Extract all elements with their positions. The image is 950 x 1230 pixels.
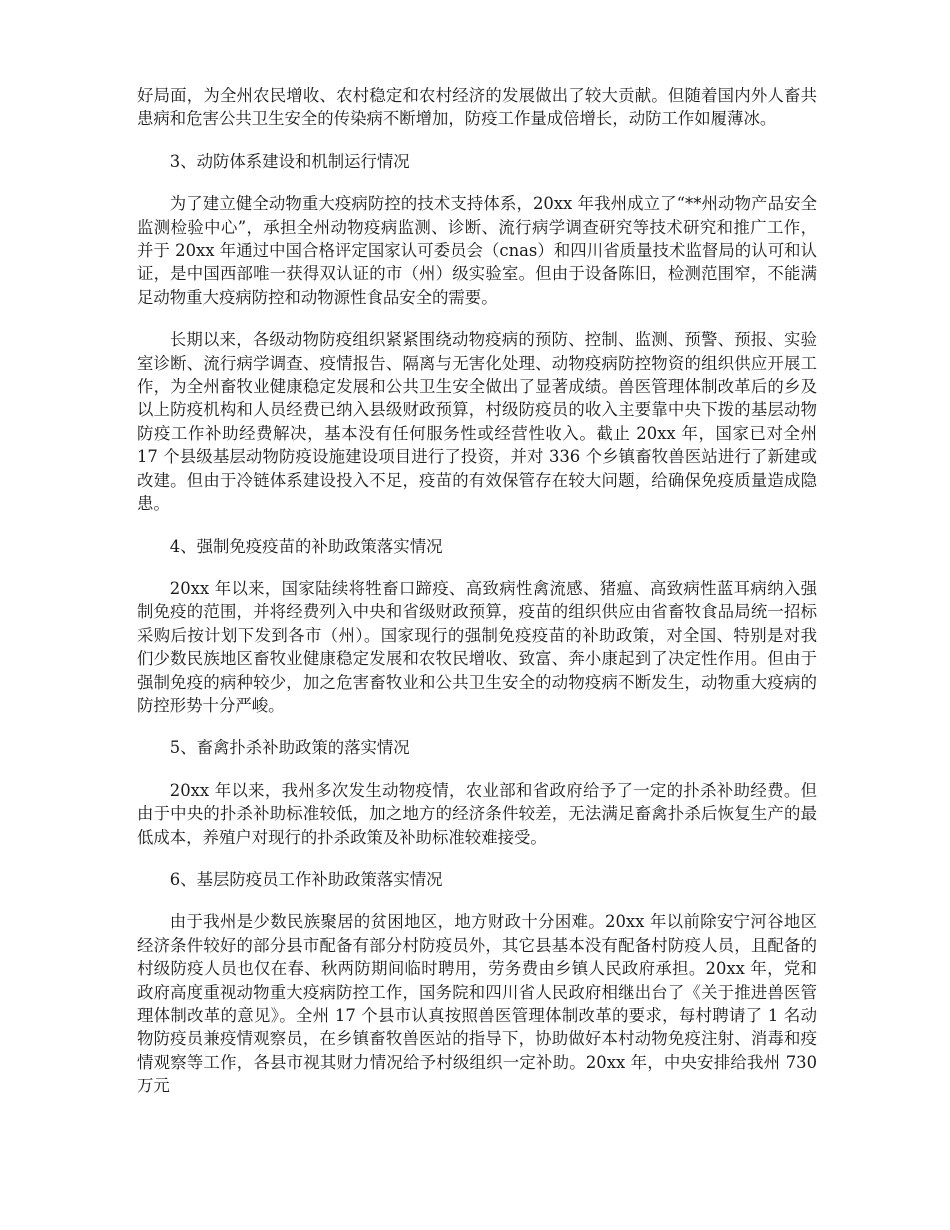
section-heading-6: 6、基层防疫员工作补助政策落实情况: [169, 869, 443, 889]
section-heading-3: 3、动防体系建设和机制运行情况: [169, 151, 410, 171]
paragraph: 20xx 年以来，国家陆续将牲畜口蹄疫、高致病性禽流感、猪瘟、高致病性蓝耳病纳入强制免疫的范围，并将经费列入中央和省级财政预算，疫苗的组织供应由省畜牧食品局统一招标采购后按计划下发到各市（州）。国家现行的强制免疫疫苗的补助政策，对全国、特别是对我们少数民族地区畜牧业健康稳定发展和农牧民增收、致富、奔小康起到了决定性作用。但由于强制免疫的病种较少，加之危害畜牧业和公共卫生安全的动物疫病不断发生，动物重大疫病的防控形势十分严峻。: [137, 578, 817, 715]
section-heading-5: 5、畜禽扑杀补助政策的落实情况: [169, 738, 410, 758]
section-heading-4: 4、强制免疫疫苗的补助政策落实情况: [169, 536, 443, 556]
paragraph: 为了建立健全动物重大疫病防控的技术支持体系，20xx 年我州成立了“**州动物产品安全监测检验中心”，承担全州动物疫病监测、诊断、流行病学调查研究等技术研究和推广工作，并于 20xx 年通过中国合格评定国家认可委员会（cnas）和四川省质量技术监督局的认可和认证，是中国西部唯一获得双认证的市（州）级实验室。但由于设备陈旧，检测范围窄，不能满足动物重大疫病防控和动物源性食品安全的需要。: [137, 194, 817, 307]
paragraph-continuation: 好局面，为全州农民增收、农村稳定和农村经济的发展做出了较大贡献。但随着国内外人畜共患病和危害公共卫生安全的传染病不断增加，防疫工作量成倍增长，动防工作如履薄冰。: [137, 86, 817, 129]
paragraph: 20xx 年以来，我州多次发生动物疫情，农业部和省政府给予了一定的扑杀补助经费。但由于中央的扑杀补助标准较低，加之地方的经济条件较差，无法满足畜禽扑杀后恢复生产的最低成本，养殖户对现行的扑杀政策及补助标准较难接受。: [137, 780, 817, 847]
document-body: [137, 84, 817, 1117]
paragraph: 由于我州是少数民族聚居的贫困地区，地方财政十分困难。20xx 年以前除安宁河谷地区经济条件较好的部分县市配备有部分村防疫员外，其它县基本没有配备村防疫人员，且配备的村级防疫人员也仅在春、秋两防期间临时聘用，劳务费由乡镇人民政府承担。20xx 年，党和政府高度重视动物重大疫病防控工作，国务院和四川省人民政府相继出台了《关于推进兽医管理体制改革的意见》。全州 17 个县市认真按照兽医管理体制改革的要求，每村聘请了 1 名动物防疫员兼疫情观察员，在乡镇畜牧兽医站的指导下，协助做好本村动物免疫注射、消毒和疫情观察等工作，各县市视其财力情况给予村级组织一定补助。20xx 年，中央安排给我州 730 万元: [137, 912, 817, 1096]
paragraph: 长期以来，各级动物防疫组织紧紧围绕动物疫病的预防、控制、监测、预警、预报、实验室诊断、流行病学调查、疫情报告、隔离与无害化处理、动物疫病防控物资的组织供应开展工作，为全州畜牧业健康稳定发展和公共卫生安全做出了显著成绩。兽医管理体制改革后的乡及以上防疫机构和人员经费已纳入县级财政预算，村级防疫员的收入主要靠中央下拨的基层动物防疫工作补助经费解决，基本没有任何服务性或经营性收入。截止 20xx 年，国家已对全州 17 个县级基层动物防疫设施建设项目进行了投资，并对 336 个乡镇畜牧兽医站进行了新建或改建。但由于冷链体系建设投入不足，疫苗的有效保管存在较大问题，给确保免疫质量造成隐患。: [137, 330, 817, 514]
